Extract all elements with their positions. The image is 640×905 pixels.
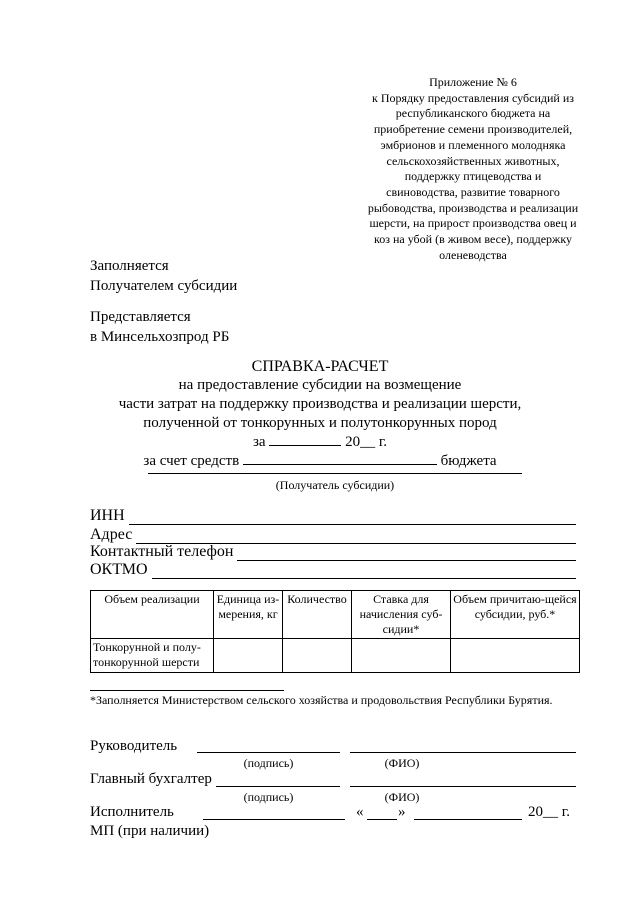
funds-line xyxy=(90,452,550,471)
row-label: Тонкорунной и полу-тонкорунной шерсти xyxy=(91,639,214,673)
head-signature-caption: (подпись) xyxy=(243,756,294,770)
accountant-name-caption: (ФИО) xyxy=(384,790,420,804)
period-prefix: за xyxy=(252,434,266,450)
address-field[interactable] xyxy=(90,526,576,544)
appendix-line: эмбрионов и племенного молодняка xyxy=(380,137,566,152)
filled-by-line2: Получателем субсидии xyxy=(90,278,238,294)
appendix-line: приобретение семени производителей, xyxy=(373,122,573,137)
inn-line[interactable] xyxy=(129,510,576,525)
date-day-blank[interactable] xyxy=(367,819,397,820)
address-line[interactable] xyxy=(136,529,576,544)
accountant-signature-caption: (подпись) xyxy=(243,790,294,804)
executor-label: Исполнитель xyxy=(90,804,174,820)
period-blank[interactable] xyxy=(269,445,341,446)
header-volume: Объем реализации xyxy=(91,591,214,639)
stamp-note: МП (при наличии) xyxy=(90,823,210,839)
oktmo-line[interactable] xyxy=(152,564,576,579)
appendix-line: свиноводства, развитие товарного xyxy=(386,184,560,199)
appendix-line: Приложение № 6 xyxy=(429,75,517,89)
title-line4: полученной от тонкорунных и полутонкорунных пород xyxy=(143,415,497,431)
table-header-row xyxy=(91,591,580,639)
appendix-line: к Порядку предоставления субсидий из xyxy=(372,90,574,105)
date-open-quote: « xyxy=(356,804,364,820)
funds-suffix: бюджета xyxy=(440,453,497,469)
head-label: Руководитель xyxy=(90,738,178,754)
appendix-line: оленеводства xyxy=(439,247,507,262)
submitted-to-line1: Представляется xyxy=(90,309,191,325)
document-title: СПРАВКА-РАСЧЕТ xyxy=(251,358,389,375)
oktmo-field[interactable] xyxy=(90,561,576,579)
accountant-signature-line[interactable] xyxy=(216,786,340,787)
period-line xyxy=(90,433,550,452)
appendix-line: коз на убой (в живом весе), поддержку xyxy=(374,232,572,247)
appendix-line: республиканского бюджета на xyxy=(395,106,551,121)
table-row xyxy=(91,639,580,673)
date-close-quote: » xyxy=(398,804,406,820)
title-line2: на предоставление субсидии на возмещение xyxy=(178,377,462,393)
footnote-divider xyxy=(90,690,284,691)
accountant-label: Главный бухгалтер xyxy=(90,771,212,787)
cell-rate[interactable] xyxy=(352,639,451,673)
header-rate: Ставка для начисления суб-сидии* xyxy=(352,591,451,639)
funds-prefix: за счет средств xyxy=(143,453,240,469)
submitted-to-line2: в Минсельхозпрод РБ xyxy=(90,329,230,345)
footnote: *Заполняется Министерством сельского хозяйства и продовольствия Республики Бурятия. xyxy=(90,693,553,707)
phone-label: Контактный телефон xyxy=(90,543,234,560)
head-signature-line[interactable] xyxy=(197,752,340,753)
cell-unit[interactable] xyxy=(214,639,283,673)
address-label: Адрес xyxy=(90,526,133,543)
header-unit: Единица из-мерения, кг xyxy=(214,591,283,639)
budget-blank[interactable] xyxy=(243,464,437,465)
cell-quantity[interactable] xyxy=(283,639,352,673)
submitted-to-note xyxy=(90,307,229,347)
appendix-line: сельскохозяйственных животных, xyxy=(386,153,560,168)
head-name-line[interactable] xyxy=(350,752,576,753)
appendix-line: поддержку птицеводства и xyxy=(404,169,542,184)
filled-by-note xyxy=(90,256,237,296)
head-name-caption: (ФИО) xyxy=(384,756,420,770)
phone-line[interactable] xyxy=(237,546,576,561)
document-title-block xyxy=(90,357,550,471)
accountant-name-line[interactable] xyxy=(350,786,576,787)
inn-label: ИНН xyxy=(90,507,125,524)
appendix-line: шерсти, на прирост производства овец и xyxy=(369,216,577,231)
phone-field[interactable] xyxy=(90,543,576,561)
filled-by-line1: Заполняется xyxy=(90,258,169,274)
executor-signature-line[interactable] xyxy=(203,819,345,820)
date-month-blank[interactable] xyxy=(414,819,522,820)
title-line3: части затрат на поддержку производства и реализации шерсти, xyxy=(118,396,522,412)
cell-subsidy[interactable] xyxy=(451,639,580,673)
date-year: 20__ г. xyxy=(528,804,570,820)
recipient-caption: (Получатель субсидии) xyxy=(275,478,395,492)
calculation-table xyxy=(90,590,580,673)
appendix-line: рыбоводства, производства и реализации xyxy=(367,200,579,215)
appendix-note xyxy=(340,75,606,263)
oktmo-label: ОКТМО xyxy=(90,561,148,578)
recipient-blank[interactable] xyxy=(148,473,522,474)
inn-field[interactable] xyxy=(90,507,576,525)
period-year: 20__ г. xyxy=(345,434,388,450)
header-quantity: Количество xyxy=(283,591,352,639)
header-subsidy: Объем причитаю-щейся субсидии, руб.* xyxy=(451,591,580,639)
